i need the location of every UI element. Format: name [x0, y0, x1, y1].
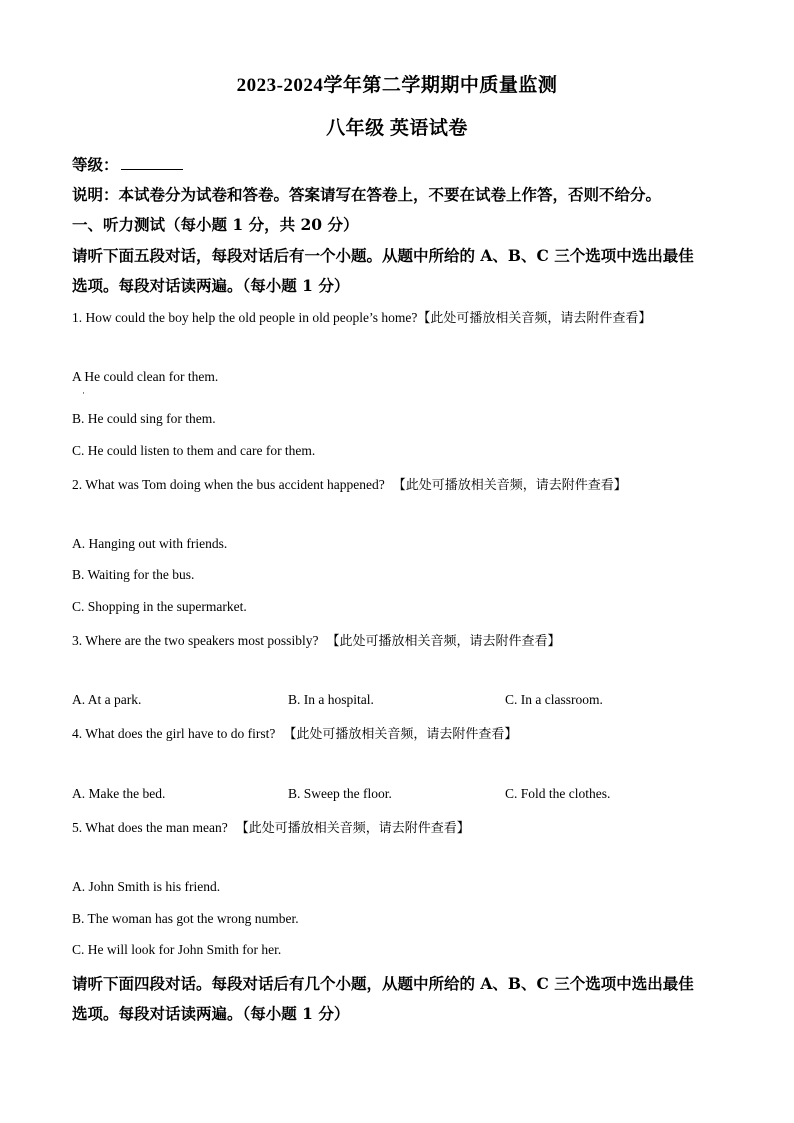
question-stem-text: 1. How could the boy help the old people in old people’s home? [72, 310, 418, 325]
question-5-option-b: B. The woman has got the wrong number. [72, 911, 299, 926]
instructions: 说明：本试卷分为试卷和答卷。答案请写在答卷上，不要在试卷上作答，否则不给分。 [72, 185, 662, 204]
question-stem-text: 2. What was Tom doing when the bus accident happened? [72, 477, 385, 492]
question-4-option-b: B. Sweep the floor. [288, 786, 392, 801]
grade-blank [121, 155, 183, 170]
question-stem-text: 5. What does the man mean? [72, 820, 228, 835]
audio-note: 【此处可播放相关音频，请去附件查看】 [417, 311, 652, 326]
question-5-option-c: C. He will look for John Smith for her. [72, 942, 282, 957]
question-stem-text: 4. What does the girl have to do first? [72, 726, 276, 741]
section1-directions-line2: 选项。每段对话读两遍。（每小题 1 分） [72, 276, 350, 295]
audio-note: 【此处可播放相关音频，请去附件查看】 [392, 478, 627, 493]
question-3-stem [72, 630, 560, 649]
question-4-stem [72, 723, 517, 742]
grade-field [72, 153, 183, 175]
question-4-option-a: A. Make the bed. [72, 786, 166, 801]
exam-subtitle: 八年级 英语试卷 [326, 118, 468, 139]
audio-note: 【此处可播放相关音频，请去附件查看】 [283, 727, 518, 742]
question-3-option-c: C. In a classroom. [505, 692, 603, 707]
question-2-option-b: B. Waiting for the bus. [72, 567, 195, 582]
question-5-stem [72, 817, 470, 836]
grade-label: 等级： [72, 155, 119, 174]
question-1-stem [72, 307, 651, 326]
exam-title: 2023-2024学年第二学期期中质量监测 [236, 75, 558, 96]
audio-note: 【此处可播放相关音频，请去附件查看】 [235, 821, 470, 836]
question-5-option-a: A. John Smith is his friend. [72, 879, 221, 894]
question-stem-text: 3. Where are the two speakers most possibly? [72, 633, 319, 648]
question-3-option-a: A. At a park. [72, 692, 142, 707]
question-2-option-a: A. Hanging out with friends. [72, 536, 228, 551]
section2-directions-line2: 选项。每段对话读两遍。（每小题 1 分） [72, 1004, 350, 1023]
question-1-option-a: A He could clean for them. [72, 369, 219, 384]
question-1-option-c: C. He could listen to them and care for them. [72, 443, 316, 458]
audio-note: 【此处可播放相关音频，请去附件查看】 [326, 634, 561, 649]
question-3-option-b: B. In a hospital. [288, 692, 374, 707]
section2-directions-line1: 请听下面四段对话。每段对话后有几个小题，从题中所给的 A、B、C 三个选项中选出最佳 [72, 974, 694, 993]
question-4-option-c: C. Fold the clothes. [505, 786, 611, 801]
section1-directions-line1: 请听下面五段对话，每段对话后有一个小题。从题中所给的 A、B、C 三个选项中选出最佳 [72, 246, 694, 265]
stray-dot: · [82, 388, 85, 398]
question-2-stem [72, 474, 627, 493]
section1-heading: 一、听力测试（每小题 1 分，共 20 分） [72, 215, 359, 234]
question-1-option-b: B. He could sing for them. [72, 411, 216, 426]
question-2-option-c: C. Shopping in the supermarket. [72, 599, 247, 614]
